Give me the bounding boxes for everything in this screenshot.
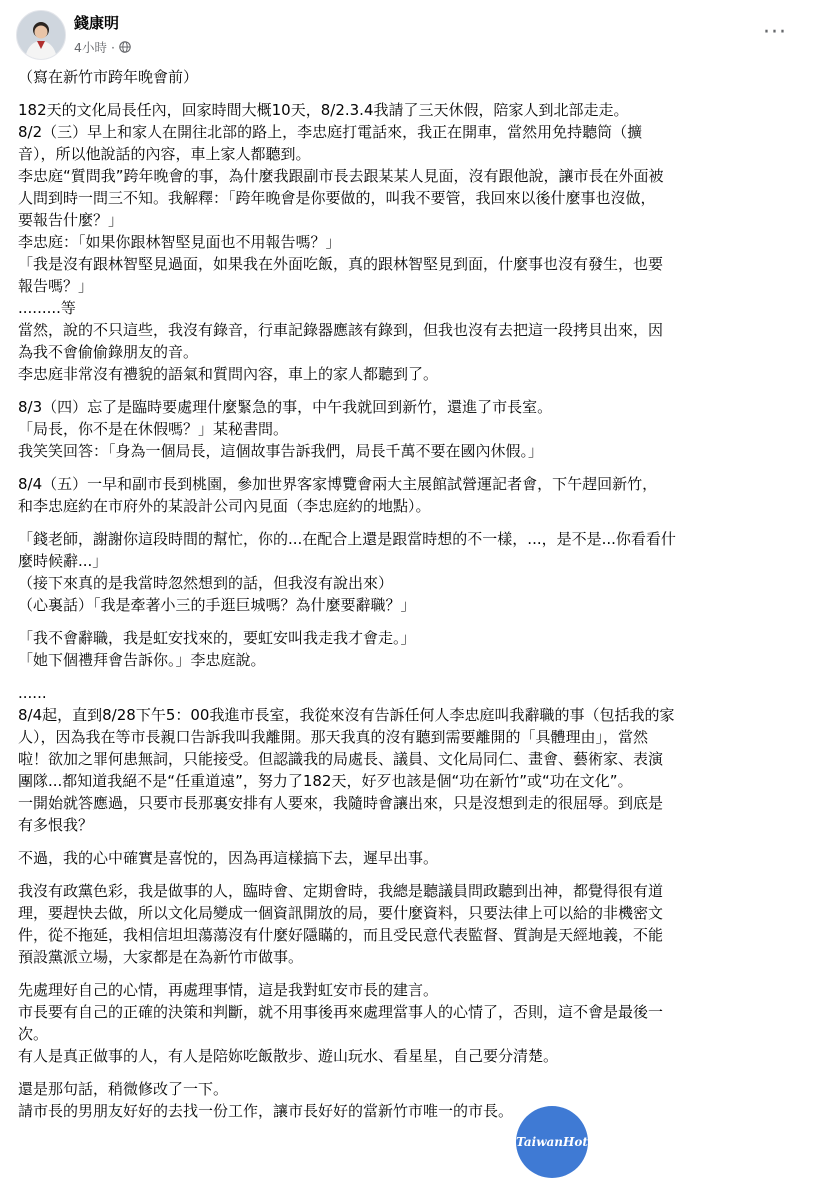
post-paragraph: 請市長的男朋友好好的去找一份工作，讓市長好好的當新竹市唯一的市長。 [18,1102,514,1120]
avatar[interactable] [16,10,66,60]
post-paragraph: .........等 [18,299,76,317]
post-paragraph: 還是那句話，稍微修改了一下。 [18,1080,229,1098]
meta-separator: · [110,39,115,55]
post-paragraph: ...... [18,684,47,702]
post-paragraph: 「她下個禮拜會告訴你。」李忠庭說。 [18,651,266,669]
watermark-logo [516,1106,588,1178]
post-time[interactable]: 4小時 [74,40,107,55]
post-paragraph: 「局長，你不是在休假嗎？」某秘書問。 [18,420,289,438]
post-paragraph: 李忠庭非常沒有禮貌的語氣和質問內容，車上的家人都聽到了。 [18,365,439,383]
more-horizontal-icon: ··· [763,19,787,45]
post-meta [74,38,131,56]
post-paragraph: （心裏話）「我是牽著小三的手逛巨城嗎？為什麼要辭職？」 [18,596,416,614]
post-paragraph: （接下來真的是我當時忽然想到的話，但我沒有說出來） [18,574,394,592]
post-paragraph: 我笑笑回答：「身為一個局長，這個故事告訴我們，局長千萬不要在國內休假。」 [18,442,544,460]
globe-icon[interactable] [119,41,131,53]
more-options-button[interactable] [759,18,791,46]
post-header [16,8,801,60]
post-paragraph: 「我是沒有跟林智堅見過面，如果我在外面吃飯，真的跟林智堅見到面，什麼事也沒有發生，也要 報告嗎？」 [18,255,664,295]
post-paragraph: 不過，我的心中確實是喜悅的，因為再這樣搞下去，遲早出事。 [18,849,439,867]
post-paragraph: 我沒有政黨色彩，我是做事的人，臨時會、定期會時，我總是聽議員問政聽到出神，都覺得很有道 理，要趕快去做，所以文化局變成一個資訊開放的局，要什麼資料，只要法律上可以給的非機密文 件，從不拖延，我相信坦坦蕩蕩沒有什麼好隱瞞的，而且受民意代表監督、質詢是天經地義，不能 預設黨派立場，大家都是在為新竹市做事。 [18,882,664,966]
post-paragraph: 「我不會辭職，我是虹安找來的，要虹安叫我走我才會走。」 [18,629,416,647]
post-paragraph: 李忠庭“質問我”跨年晚會的事，為什麼我跟副市長去跟某某人見面，沒有跟他說，讓市長在外面被 人問到時一問三不知。我解釋：「跨年晚會是你要做的，叫我不要管，我回來以後什麼事也沒做， 要報告什麼？」 [18,167,664,229]
post-paragraph: 當然，說的不只這些，我沒有錄音，行車記錄器應該有錄到，但我也沒有去把這一段拷貝出來，因 為我不會偷偷錄朋友的音。 [18,321,664,361]
post-body [18,66,803,1122]
post-paragraph: 8/4起，直到8/28下午5：00我進市長室，我從來沒有告訴任何人李忠庭叫我辭職的事（包括我的家 人），因為我在等市長親口告訴我叫我離開。那天我真的沒有聽到需要離開的「具體理由」，當然 啦！欲加之罪何患無詞，只能接受。但認識我的局處長、議員、文化局同仁、畫會、藝術家、表演 團隊...都知道我絕不是“任重道遠”，努力了182天，好歹也該是個“功在新竹”或“功在文化”。 [18,706,675,790]
post-paragraph: 8/2（三）早上和家人在開往北部的路上，李忠庭打電話來，我正在開車，當然用免持聽筒（擴 音），所以他說話的內容，車上家人都聽到。 [18,123,643,163]
post-paragraph: 市長要有自己的正確的決策和判斷，就不用事後再來處理當事人的心情了，否則，這不會是最後一 次。 [18,1003,664,1043]
post-paragraph: 182天的文化局長任內，回家時間大概10天，8/2.3.4我請了三天休假，陪家人到北部走走。 [18,101,629,119]
post-paragraph: 8/3（四）忘了是臨時要處理什麼緊急的事，中午我就回到新竹，還進了市長室。 [18,398,553,416]
watermark-fade [588,1110,718,1132]
post-paragraph: 李忠庭：「如果你跟林智堅見面也不用報告嗎？」 [18,233,341,251]
avatar-image [17,11,65,59]
author-name[interactable]: 錢康明 [74,14,120,32]
post-paragraph: 「錢老師，謝謝你這段時間的幫忙，你的...在配合上還是跟當時想的不一樣，...，是不是...你看看什 麼時候辭...」 [18,530,676,570]
post-paragraph: 一開始就答應過，只要市長那裏安排有人要來，我隨時會讓出來，只是沒想到走的很屈辱。到底是 有多恨我？ [18,794,664,834]
post-paragraph: （寫在新竹市跨年晚會前） [18,68,199,86]
post-paragraph: 有人是真正做事的人，有人是陪妳吃飯散步、遊山玩水、看星星，自己要分清楚。 [18,1047,559,1065]
post-paragraph: 8/4（五）一早和副市長到桃園，參加世界客家博覽會兩大主展館試營運記者會，下午趕回新竹， 和李忠庭約在市府外的某設計公司內見面（李忠庭約的地點）。 [18,475,658,515]
watermark-text: TaiwanHot [516,1135,588,1149]
post-paragraph: 先處理好自己的心情，再處理事情，這是我對虹安市長的建言。 [18,981,439,999]
